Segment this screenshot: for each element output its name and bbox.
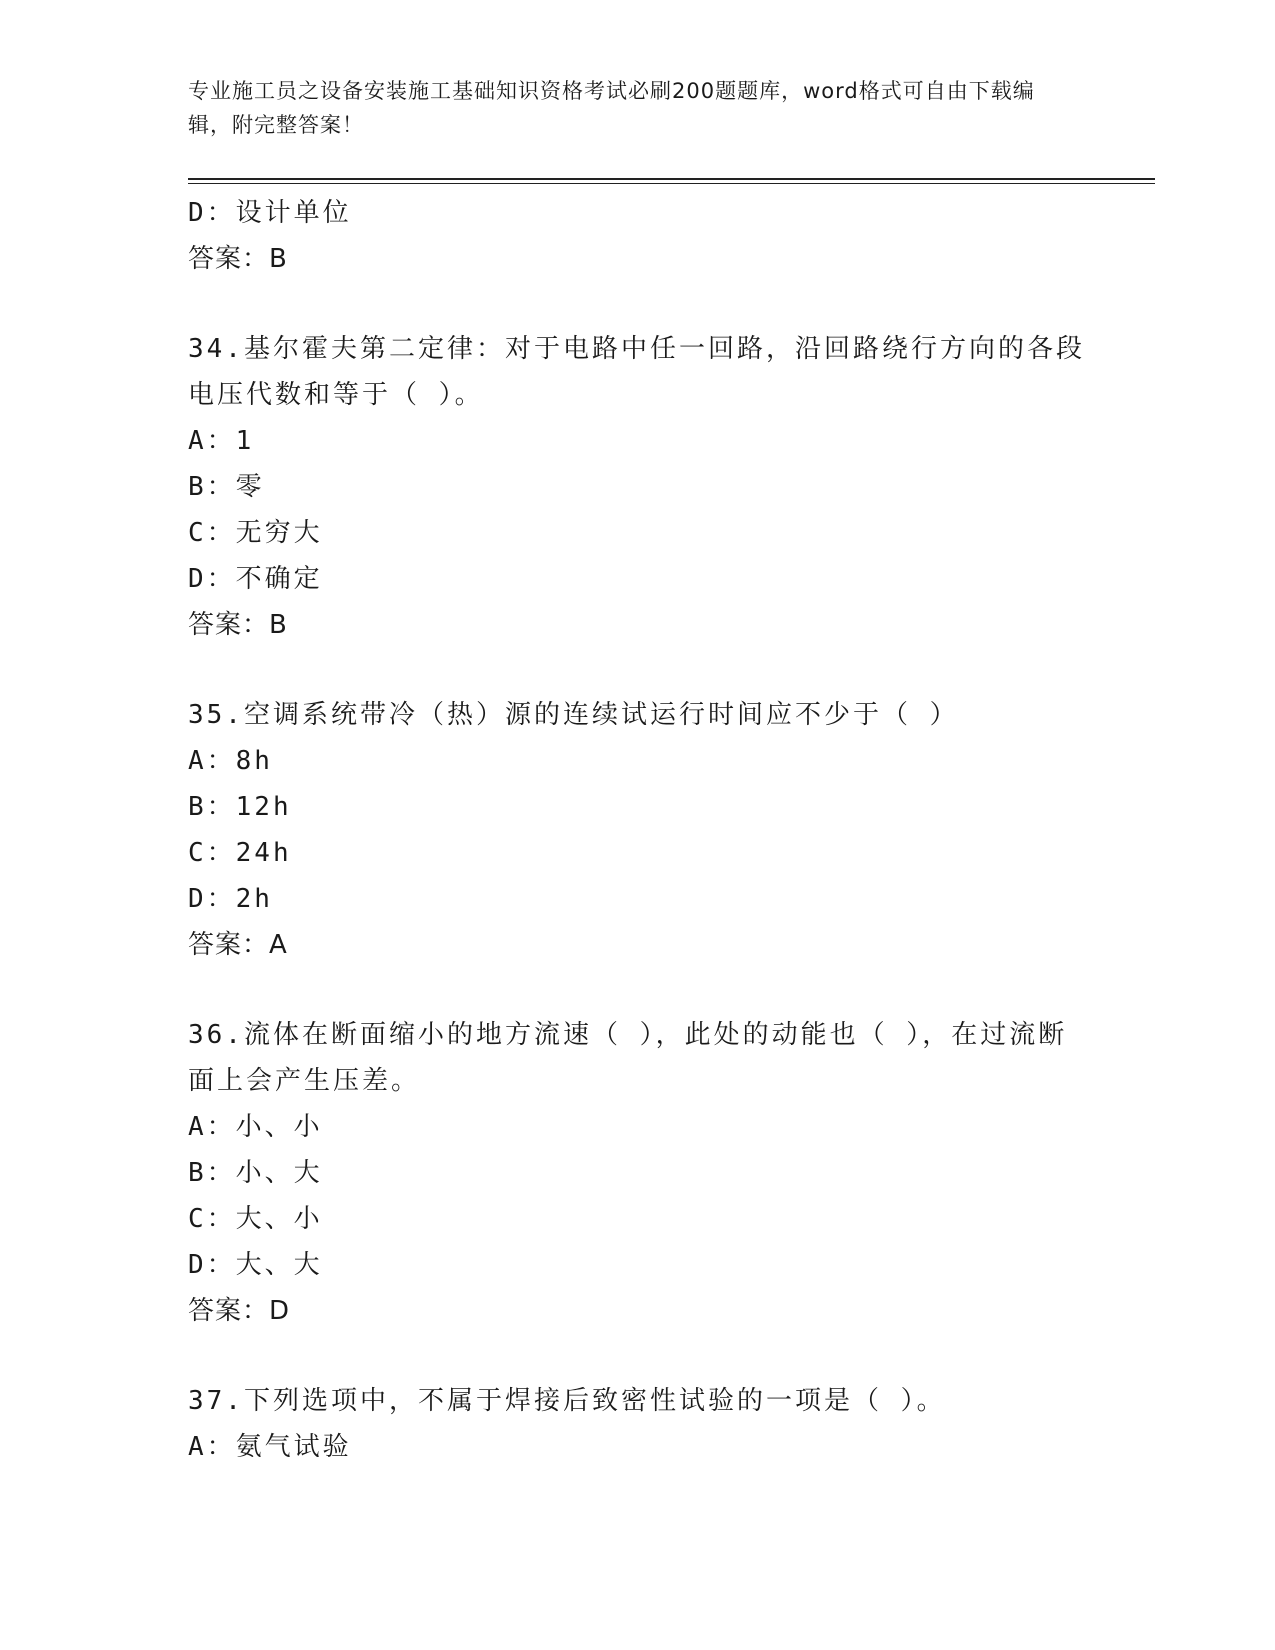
option-b: B：小、大 (188, 1158, 323, 1188)
answer-line: 答案：B (188, 244, 288, 274)
question-stem: 36.流体在断面缩小的地方流速（ ），此处的动能也（ ），在过流断面上会产生压差。 (188, 1020, 1068, 1096)
question-stem: 34.基尔霍夫第二定律：对于电路中任一回路，沿回路绕行方向的各段电压代数和等于（ ）。 (188, 334, 1085, 410)
page-header: 专业施工员之设备安装施工基础知识资格考试必刷200题题库，word格式可自由下载编辑，附完整答案！ (188, 79, 1035, 137)
header-divider (188, 178, 1155, 180)
question-block (188, 692, 1088, 968)
option-b: B：12h (188, 792, 292, 822)
option-d: D：设计单位 (188, 198, 352, 228)
answer-line: 答案：D (188, 1296, 291, 1326)
option-d: D：不确定 (188, 564, 323, 594)
option-c: C：无穷大 (188, 518, 323, 548)
question-block (188, 1378, 1088, 1470)
option-a: A：1 (188, 426, 255, 456)
carryover-block (188, 190, 1088, 282)
option-d: D：大、大 (188, 1250, 323, 1280)
header-divider-thin (188, 183, 1155, 184)
answer-line: 答案：B (188, 610, 288, 640)
question-stem: 35.空调系统带冷（热）源的连续试运行时间应不少于（ ） (188, 700, 959, 730)
option-a: A：8h (188, 746, 273, 776)
question-block (188, 326, 1088, 648)
option-c: C：大、小 (188, 1204, 323, 1234)
option-a: A：氨气试验 (188, 1432, 352, 1462)
question-stem: 37.下列选项中，不属于焊接后致密性试验的一项是（ ）。 (188, 1386, 946, 1416)
option-c: C：24h (188, 838, 292, 868)
question-block (188, 1012, 1088, 1334)
answer-line: 答案：A (188, 930, 288, 960)
option-d: D：2h (188, 884, 273, 914)
option-b: B：零 (188, 472, 265, 502)
document-body (188, 190, 1088, 1470)
option-a: A：小、小 (188, 1112, 323, 1142)
